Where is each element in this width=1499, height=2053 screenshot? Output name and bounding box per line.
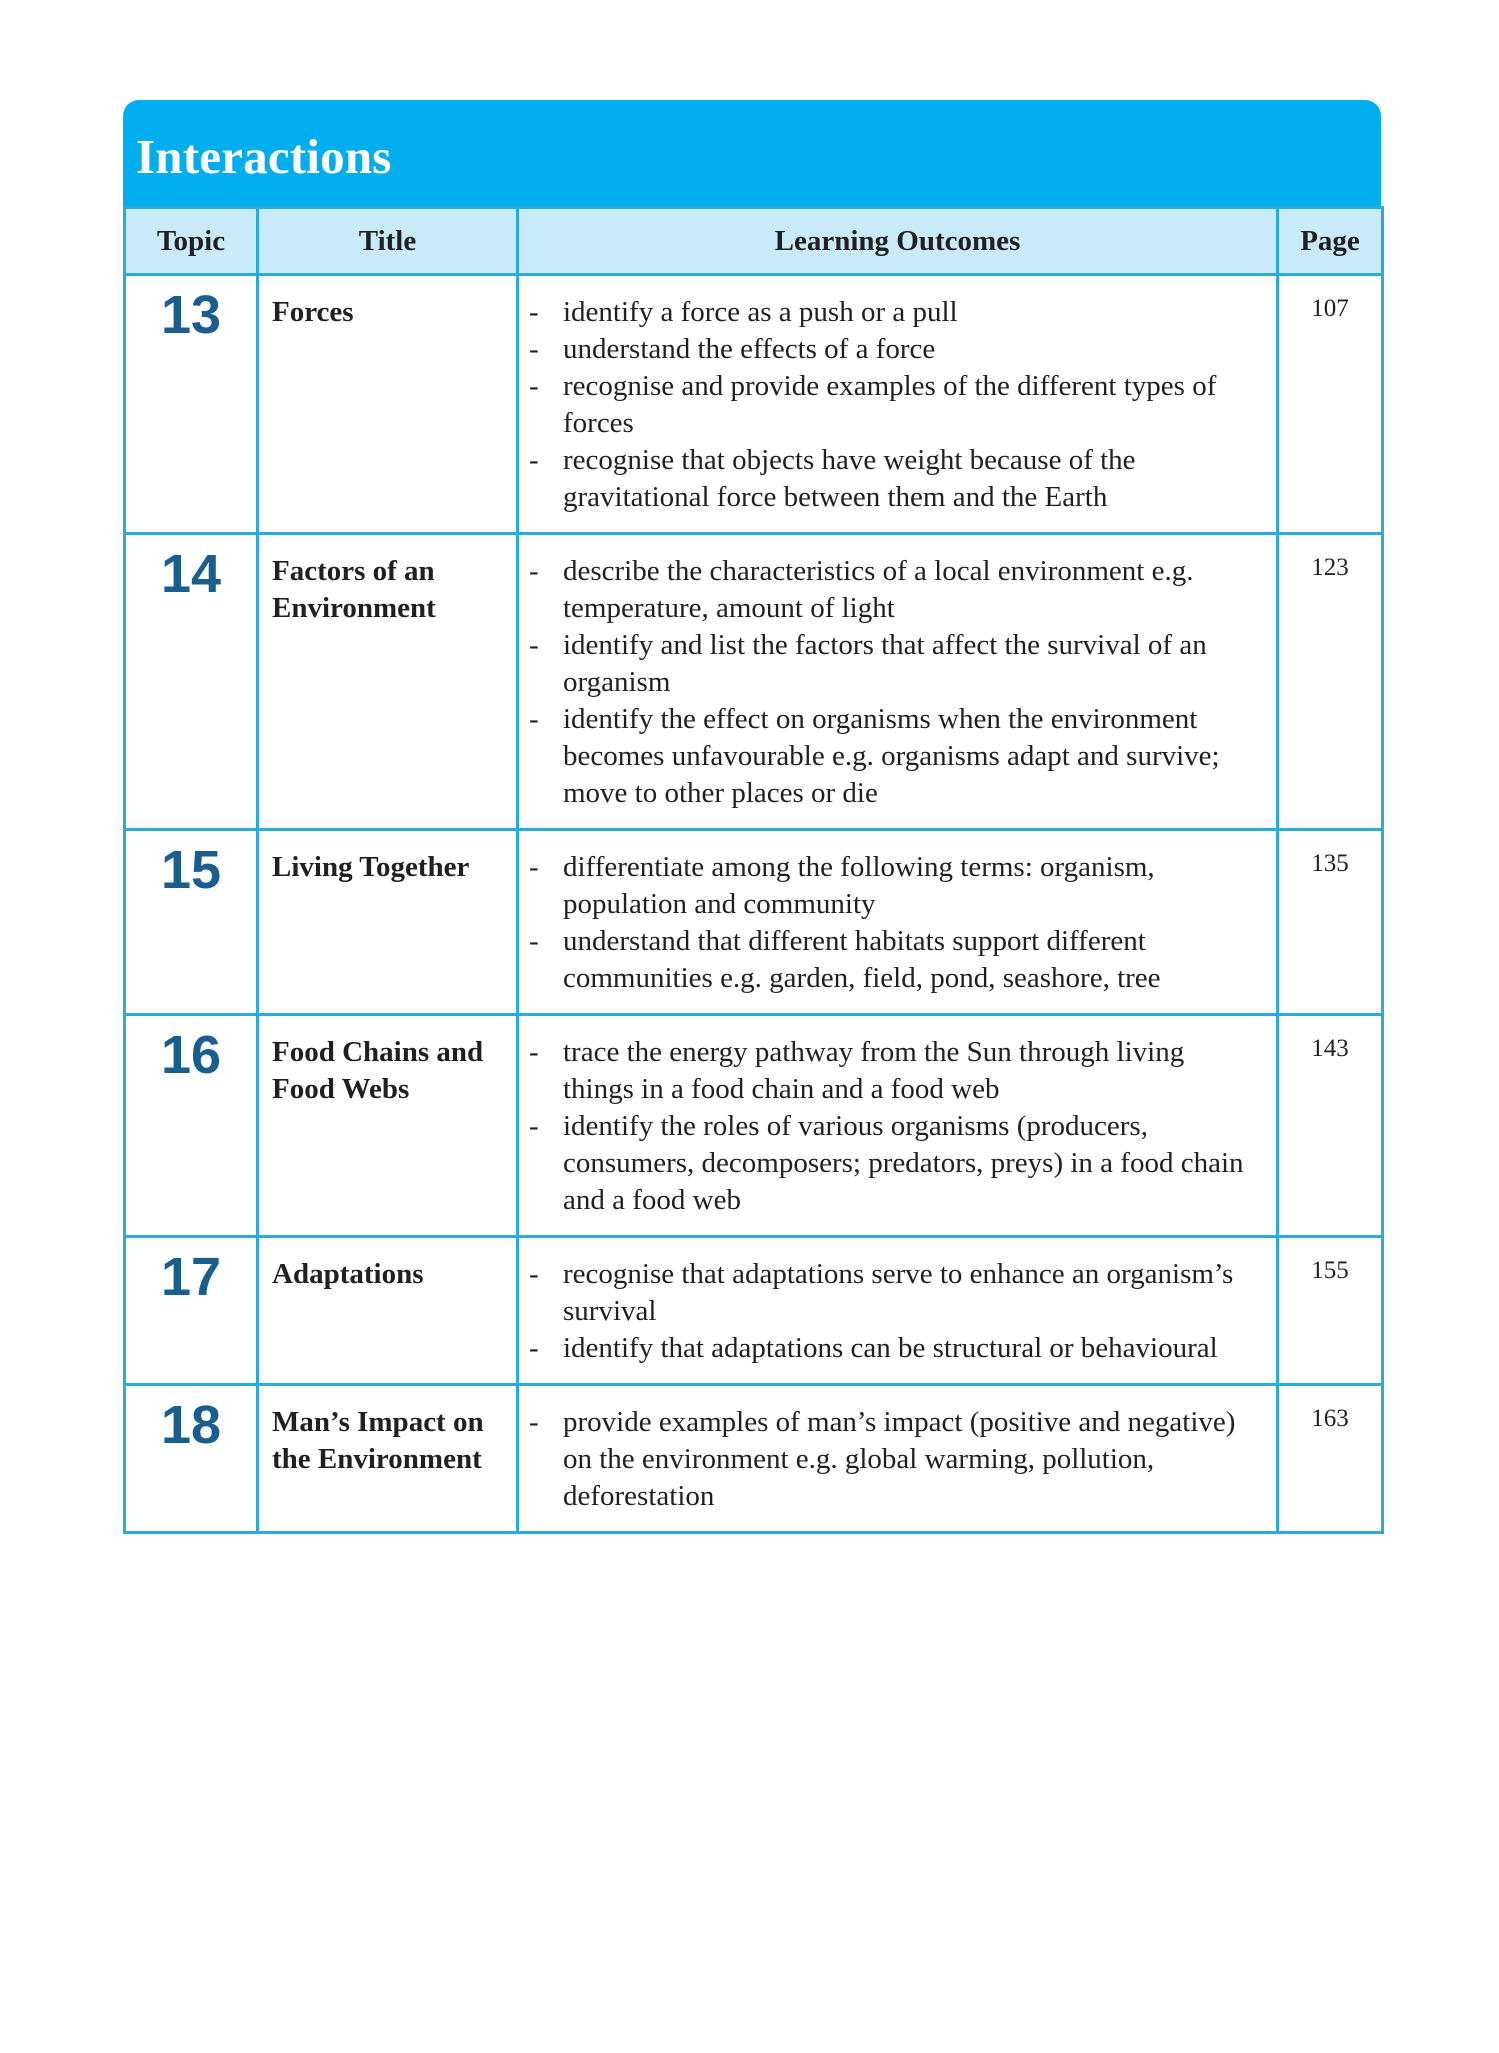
outcome-text: describe the characteristics of a local environment e.g. temperature, amount of light	[563, 555, 1194, 624]
topic-title: Food Chains and Food Webs	[258, 1015, 518, 1237]
outcome-item	[529, 923, 1262, 997]
outcomes-list	[529, 1256, 1262, 1367]
topic-title: Forces	[258, 275, 518, 534]
outcome-text: recognise that adaptations serve to enhance an organism’s survival	[563, 1258, 1234, 1327]
outcome-item	[529, 294, 1262, 331]
dash-bullet-icon: -	[529, 1036, 539, 1068]
outcome-text: recognise and provide examples of the different types of forces	[563, 370, 1217, 439]
table-row	[125, 1237, 1383, 1385]
outcome-item	[529, 1256, 1262, 1330]
dash-bullet-icon: -	[529, 703, 539, 735]
page-number: 107	[1278, 275, 1383, 534]
page-number: 143	[1278, 1015, 1383, 1237]
table-row	[125, 830, 1383, 1015]
outcome-item	[529, 627, 1262, 701]
outcome-item	[529, 849, 1262, 923]
outcome-item	[529, 368, 1262, 442]
outcomes-list	[529, 1404, 1262, 1515]
outcome-item	[529, 553, 1262, 627]
topic-number: 15	[125, 830, 258, 1015]
topic-title: Living Together	[258, 830, 518, 1015]
outcome-text: identify a force as a push or a pull	[563, 296, 958, 328]
outcome-text: understand that different habitats support different communities e.g. garden, field, pond, seashore, tree	[563, 925, 1161, 994]
dash-bullet-icon: -	[529, 629, 539, 661]
header-topic: Topic	[125, 208, 258, 275]
topic-number: 18	[125, 1385, 258, 1533]
dash-bullet-icon: -	[529, 1406, 539, 1438]
learning-outcomes-cell	[518, 1015, 1278, 1237]
outcomes-list	[529, 553, 1262, 812]
topics-table	[123, 206, 1384, 1534]
dash-bullet-icon: -	[529, 555, 539, 587]
topic-number: 17	[125, 1237, 258, 1385]
outcome-text: provide examples of man’s impact (positive and negative) on the environment e.g. global warming, pollution, deforestation	[563, 1406, 1236, 1512]
section-banner	[123, 100, 1381, 206]
page-number: 163	[1278, 1385, 1383, 1533]
table-row	[125, 534, 1383, 830]
dash-bullet-icon: -	[529, 444, 539, 476]
outcome-text: identify the effect on organisms when the environment becomes unfavourable e.g. organisms adapt and survive; move to other places or die	[563, 703, 1220, 809]
outcomes-list	[529, 1034, 1262, 1219]
outcome-text: identify that adaptations can be structural or behavioural	[563, 1332, 1218, 1364]
dash-bullet-icon: -	[529, 1332, 539, 1364]
topic-title: Man’s Impact on the Environment	[258, 1385, 518, 1533]
dash-bullet-icon: -	[529, 370, 539, 402]
table-row	[125, 1015, 1383, 1237]
outcome-text: differentiate among the following terms: organism, population and community	[563, 851, 1155, 920]
topic-number: 14	[125, 534, 258, 830]
outcome-text: recognise that objects have weight because of the gravitational force between them and the Earth	[563, 444, 1136, 513]
table-header-row	[125, 208, 1383, 275]
page-number: 135	[1278, 830, 1383, 1015]
dash-bullet-icon: -	[529, 296, 539, 328]
outcome-item	[529, 331, 1262, 368]
outcome-text: identify the roles of various organisms (producers, consumers, decomposers; predators, preys) in a food chain and a food web	[563, 1110, 1244, 1216]
page-number: 123	[1278, 534, 1383, 830]
outcome-item	[529, 1330, 1262, 1367]
outcome-text: understand the effects of a force	[563, 333, 936, 365]
header-page: Page	[1278, 208, 1383, 275]
header-title: Title	[258, 208, 518, 275]
page-number: 155	[1278, 1237, 1383, 1385]
learning-outcomes-cell	[518, 534, 1278, 830]
table-row	[125, 1385, 1383, 1533]
outcome-item	[529, 1034, 1262, 1108]
topic-title: Factors of an Environment	[258, 534, 518, 830]
dash-bullet-icon: -	[529, 1110, 539, 1142]
outcome-item	[529, 701, 1262, 812]
section-title: Interactions	[136, 129, 392, 184]
dash-bullet-icon: -	[529, 333, 539, 365]
learning-outcomes-cell	[518, 1237, 1278, 1385]
learning-outcomes-cell	[518, 1385, 1278, 1533]
dash-bullet-icon: -	[529, 925, 539, 957]
outcome-text: trace the energy pathway from the Sun through living things in a food chain and a food web	[563, 1036, 1185, 1105]
outcomes-list	[529, 849, 1262, 997]
topic-number: 16	[125, 1015, 258, 1237]
topic-title: Adaptations	[258, 1237, 518, 1385]
outcome-item	[529, 1404, 1262, 1515]
topic-number: 13	[125, 275, 258, 534]
dash-bullet-icon: -	[529, 851, 539, 883]
outcome-item	[529, 1108, 1262, 1219]
interactions-panel	[123, 100, 1381, 1534]
dash-bullet-icon: -	[529, 1258, 539, 1290]
learning-outcomes-cell	[518, 275, 1278, 534]
outcomes-list	[529, 294, 1262, 516]
outcome-item	[529, 442, 1262, 516]
header-learning-outcomes: Learning Outcomes	[518, 208, 1278, 275]
outcome-text: identify and list the factors that affect the survival of an organism	[563, 629, 1207, 698]
table-row	[125, 275, 1383, 534]
learning-outcomes-cell	[518, 830, 1278, 1015]
